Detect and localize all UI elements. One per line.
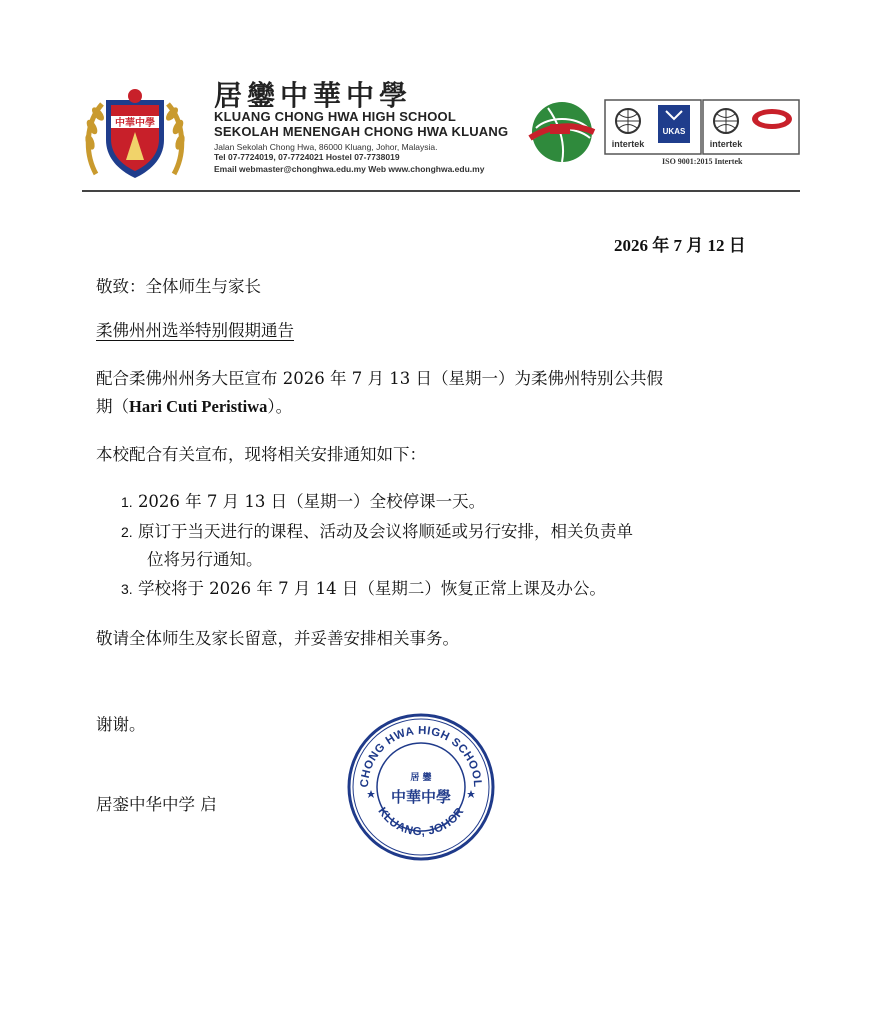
- school-name-english: KLUANG CHONG HWA HIGH SCHOOL: [214, 109, 456, 124]
- paragraph-2: 本校配合有关宣布，现将相关安排通知如下：: [96, 445, 426, 464]
- school-logo-icon: [82, 82, 188, 188]
- school-name-malay: SEKOLAH MENENGAH CHONG HWA KLUANG: [214, 124, 509, 139]
- list-item-continuation: 位将另行通知。: [147, 550, 263, 569]
- globe-emblem-icon: [528, 98, 596, 166]
- school-address: Jalan Sekolah Chong Hwa, 86000 Kluang, Johor, Malaysia.: [214, 142, 438, 152]
- svg-text:KLUANG, JOHOR: [375, 805, 466, 838]
- list-item: [121, 518, 633, 542]
- thanks: 谢谢。: [96, 715, 146, 734]
- school-seal-stamp: [346, 712, 496, 862]
- list-item: [121, 575, 606, 599]
- iso-certification-label: ISO 9001:2015 Intertek: [662, 157, 743, 166]
- paragraph-1-prefix: 期（: [96, 397, 129, 416]
- paragraph-1-line-2: [96, 393, 292, 417]
- list-item-number: 1.: [121, 494, 133, 510]
- certification-logos-icon: [604, 99, 800, 155]
- paragraph-1-line-1: 配合柔佛州州务大臣宣布 2026 年 7 月 13 日（星期一）为柔佛州特别公共假: [96, 369, 663, 388]
- header-divider: [82, 190, 800, 192]
- star-icon: [367, 790, 375, 798]
- seal-top-text: CHONG HWA HIGH SCHOOL: [358, 724, 484, 788]
- star-icon: [467, 790, 475, 798]
- letter-date: 2026 年 7 月 12 日: [614, 236, 746, 255]
- school-email-web: Email webmaster@chonghwa.edu.my Web www.chonghwa.edu.my: [214, 164, 485, 174]
- list-item-number: 2.: [121, 524, 133, 540]
- list-item-text: 学校将于 2026 年 7 月 14 日（星期二）恢复正常上课及办公。: [137, 579, 606, 598]
- list-item: [121, 488, 485, 512]
- salutation: 敬致：全体师生与家长: [96, 277, 261, 296]
- signature-line: 居銮中华中学 启: [96, 795, 217, 814]
- letter-subject: 柔佛州州选举特别假期通告: [96, 321, 294, 340]
- logo-text: 中華中學: [115, 118, 155, 129]
- list-item-text: 2026 年 7 月 13 日（星期一）全校停课一天。: [137, 492, 486, 511]
- ukas-text: UKAS: [662, 127, 686, 136]
- list-item-text: 原订于当天进行的课程、活动及会议将顺延或另行安排，相关负责单: [137, 522, 633, 541]
- intertek-right-text: intertek: [709, 139, 743, 149]
- seal-bottom-text: KLUANG, JOHOR: [375, 805, 467, 839]
- school-name-chinese: 居鑾中華中學: [214, 79, 413, 112]
- paragraph-1-suffix: ）。: [267, 397, 293, 416]
- intertek-left-text: intertek: [611, 139, 645, 149]
- list-item-number: 3.: [121, 581, 133, 597]
- school-phone: Tel 07-7724019, 07-7724021 Hostel 07-7738019: [214, 152, 400, 162]
- closing-paragraph: 敬请全体师生及家长留意，并妥善安排相关事务。: [96, 629, 459, 648]
- holiday-name: Hari Cuti Peristiwa: [129, 397, 268, 416]
- seal-small-text: 居 鑾: [410, 773, 432, 783]
- seal-main-text: 中華中學: [390, 788, 452, 806]
